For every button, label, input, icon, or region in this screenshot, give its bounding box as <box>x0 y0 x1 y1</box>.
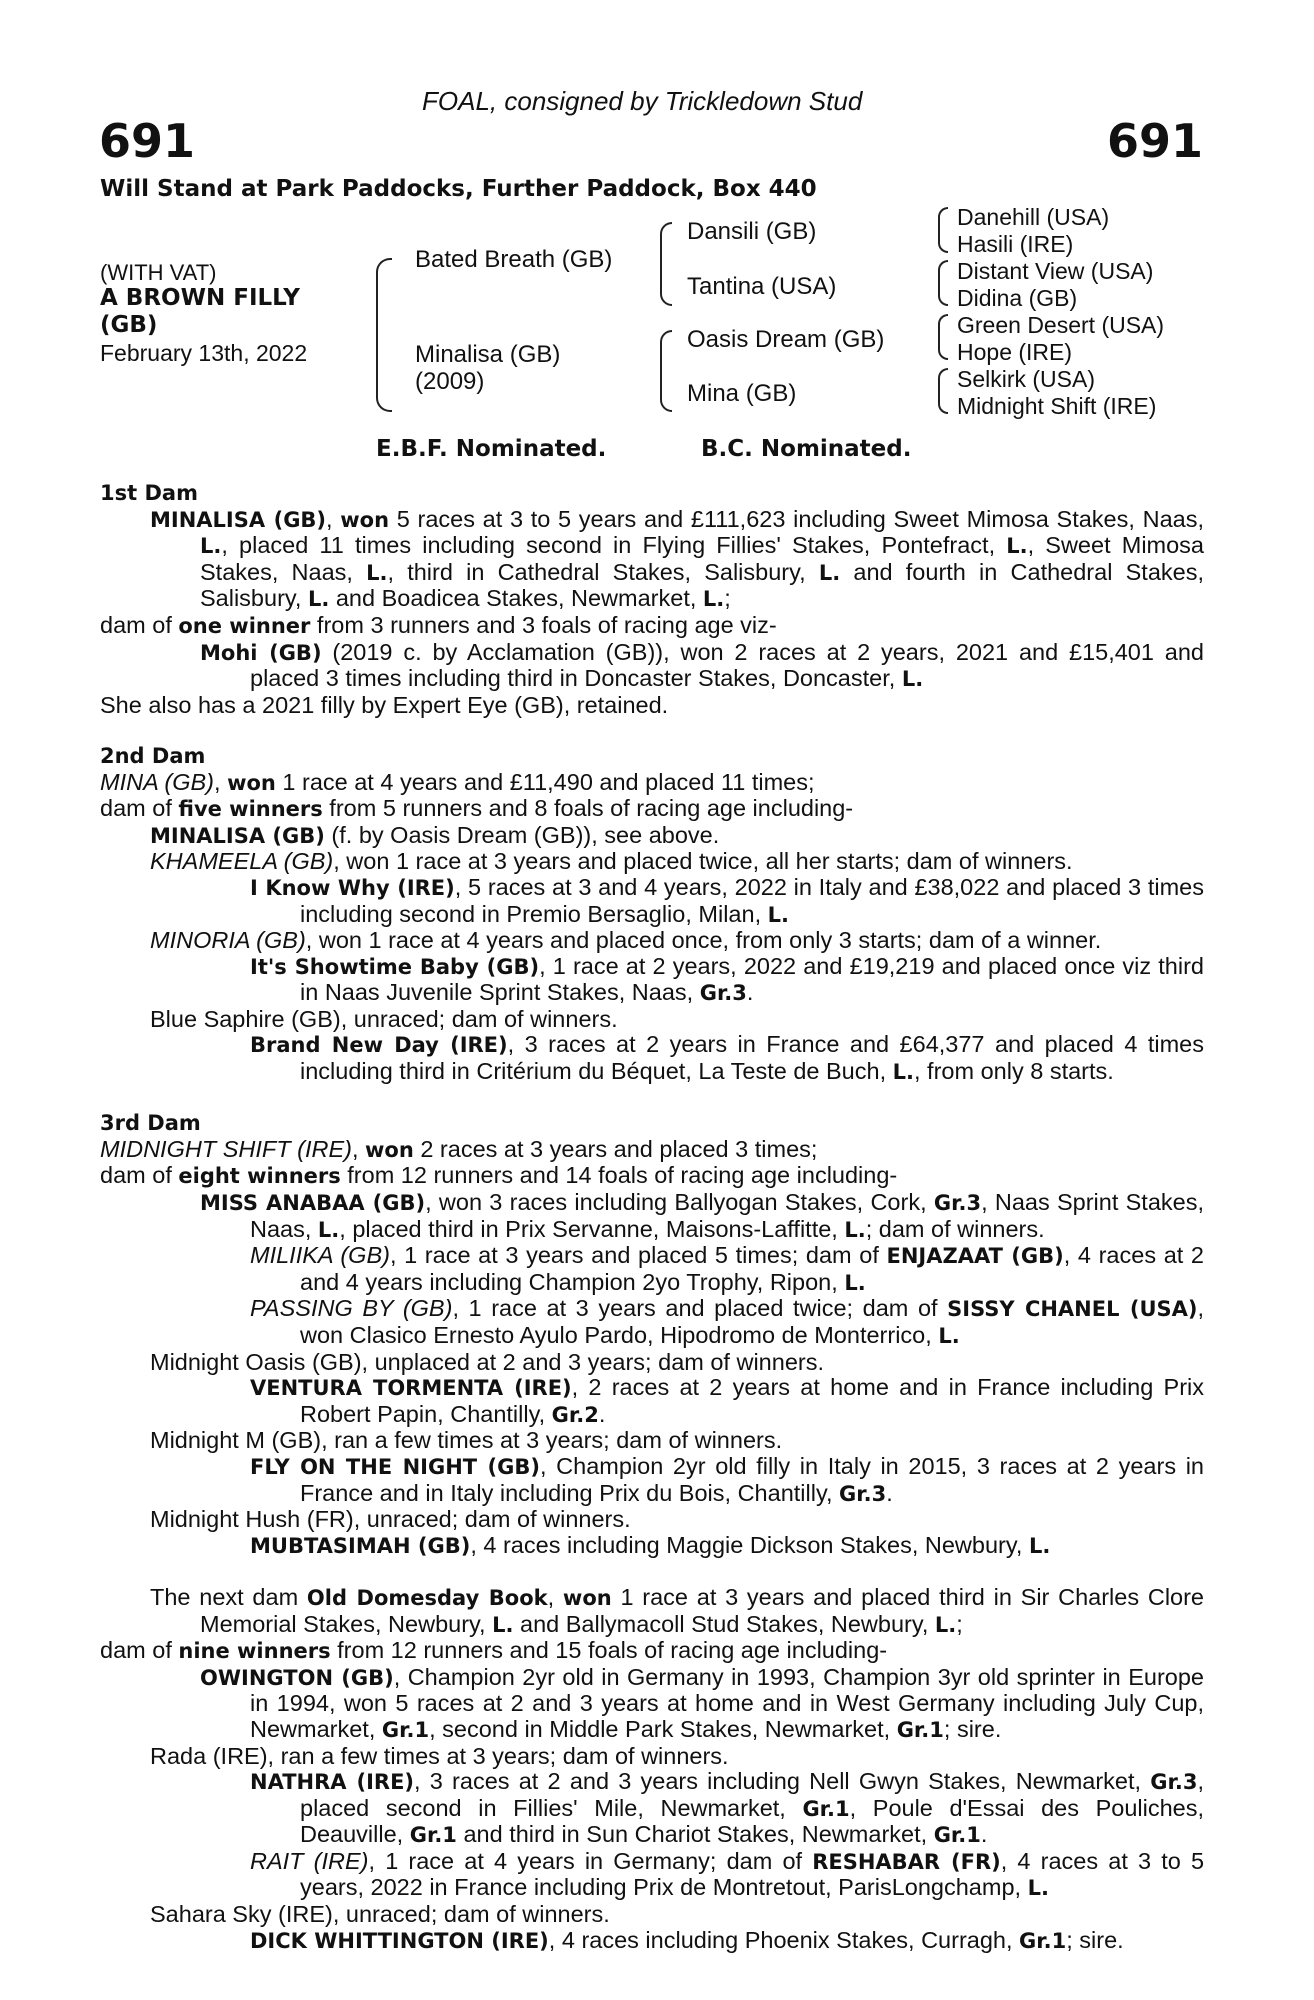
pedigree-entry: dam of nine winners from 12 runners and 15 foals of racing age including- <box>100 1637 888 1664</box>
dam-line-text <box>100 481 1204 1954</box>
pedigree-entry: MINALISA (GB), won 5 races at 3 to 5 years and £111,623 including Sweet Mimosa Stakes, Naas, L., placed 11 times including second in Flying Fillies' Stakes, Pontefract, L., Sweet Mimosa Stakes, Naas, L., third in Cathedral Stakes, Salisbury, L. and fourth in Cathedral Stakes, Salisbury, L. and Boadicea Stakes, Newmarket, L.; <box>150 505 1205 612</box>
pedigree-bracket-gen1 <box>376 258 392 412</box>
consignment-line: FOAL, consigned by Trickledown Stud <box>422 86 863 116</box>
pedigree-entry: MINA (GB), won 1 race at 4 years and £11,490 and placed 11 times; <box>100 768 815 795</box>
section-heading: 1st Dam <box>100 481 198 505</box>
pedigree-entry: MINALISA (GB) (f. by Oasis Dream (GB)), see above. <box>150 821 720 848</box>
section-heading: 3rd Dam <box>100 1111 201 1136</box>
pedigree-g3-7: Selkirk (USA) <box>957 366 1096 392</box>
bc-nomination: B.C. Nominated. <box>701 436 912 462</box>
pedigree-sire: Bated Breath (GB) <box>415 246 613 273</box>
pedigree-dam-dam: Mina (GB) <box>687 380 797 407</box>
pedigree-dam-sire: Oasis Dream (GB) <box>687 326 885 353</box>
section-gap <box>100 1559 1204 1585</box>
pedigree-g3-5: Green Desert (USA) <box>957 312 1165 338</box>
pedigree-g3-3: Distant View (USA) <box>957 258 1154 284</box>
pedigree-g3-2: Hasili (IRE) <box>957 231 1074 257</box>
pedigree-entry: I Know Why (IRE), 5 races at 3 and 4 years, 2022 in Italy and £38,022 and placed 3 times including second in Premio Bersaglio, Milan, L. <box>250 873 1205 927</box>
pedigree-sire-sire: Dansili (GB) <box>687 218 817 245</box>
pedigree-dam: Minalisa (GB) <box>415 341 561 368</box>
pedigree-entry: PASSING BY (GB), 1 race at 3 years and placed twice; dam of SISSY CHANEL (USA), won Clasico Ernesto Ayulo Pardo, Hipodromo de Monterrico, L. <box>250 1295 1204 1348</box>
pedigree-entry: dam of eight winners from 12 runners and 14 foals of racing age including- <box>100 1162 898 1189</box>
pedigree-entry: MILIIKA (GB), 1 race at 3 years and placed 5 times; dam of ENJAZAAT (GB), 4 races at 2 and 4 years including Champion 2yo Trophy, Ripon, L. <box>250 1242 1205 1295</box>
pedigree-entry: Midnight M (GB), ran a few times at 3 years; dam of winners. <box>150 1427 783 1454</box>
pedigree-bracket-g3-1 <box>938 207 948 253</box>
pedigree-entry: Brand New Day (IRE), 3 races at 2 years in France and £64,377 and placed 4 times including third in Critérium du Béquet, La Teste de Buch, L., from only 8 starts. <box>250 1031 1204 1085</box>
pedigree-entry: MISS ANABAA (GB), won 3 races including Ballyogan Stakes, Cork, Gr.3, Naas Sprint Stakes, Naas, L., placed third in Prix Servanne, Maisons-Laffitte, L.; dam of winners. <box>200 1189 1205 1242</box>
lot-description-country: (GB) <box>100 312 158 338</box>
pedigree-entry: VENTURA TORMENTA (IRE), 2 races at 2 years at home and in France including Prix Robert Papin, Chantilly, Gr.2. <box>250 1374 1204 1427</box>
pedigree-entry: RAIT (IRE), 1 race at 4 years in Germany; dam of RESHABAR (FR), 4 races at 3 to 5 years, 2022 in France including Prix de Montretout, ParisLongchamp, L. <box>250 1847 1205 1901</box>
pedigree-bracket-g3-3 <box>938 314 948 360</box>
pedigree-entry: Rada (IRE), ran a few times at 3 years; dam of winners. <box>150 1742 729 1769</box>
pedigree-entry: Midnight Hush (FR), unraced; dam of winners. <box>150 1506 631 1533</box>
pedigree-entry: FLY ON THE NIGHT (GB), Champion 2yr old filly in Italy in 2015, 3 races at 2 years in France and in Italy including Prix du Bois, Chantilly, Gr.3. <box>250 1452 1204 1506</box>
pedigree-sire-dam: Tantina (USA) <box>687 273 837 300</box>
pedigree-entry: Midnight Oasis (GB), unplaced at 2 and 3 years; dam of winners. <box>150 1348 824 1375</box>
pedigree-entry: Mohi (GB) (2019 c. by Acclamation (GB)), won 2 races at 2 years, 2021 and £15,401 and placed 3 times including third in Doncaster Stakes, Doncaster, L. <box>200 638 1204 692</box>
pedigree-bracket-sire <box>660 222 672 306</box>
pedigree-entry: It's Showtime Baby (GB), 1 race at 2 years, 2022 and £19,219 and placed once viz third in Naas Juvenile Sprint Stakes, Naas, Gr.3. <box>250 952 1204 1006</box>
lot-number-right: 691 <box>1106 114 1203 168</box>
section-gap <box>100 718 1204 744</box>
pedigree-entry: dam of one winner from 3 runners and 3 foals of racing age viz- <box>100 611 777 638</box>
pedigree-g3-1: Danehill (USA) <box>957 204 1110 230</box>
pedigree-g3-8: Midnight Shift (IRE) <box>957 393 1157 419</box>
section-heading: 2nd Dam <box>100 743 206 768</box>
pedigree-bracket-g3-4 <box>938 368 948 414</box>
pedigree-entry: The next dam Old Domesday Book, won 1 race at 3 years and placed third in Sir Charles Clore Memorial Stakes, Newbury, L. and Ballymacoll Stud Stakes, Newbury, L.; <box>150 1583 1205 1637</box>
stand-location: Will Stand at Park Paddocks, Further Paddock, Box 440 <box>100 176 817 202</box>
pedigree-entry: Sahara Sky (IRE), unraced; dam of winners. <box>150 1901 610 1928</box>
foaling-date: February 13th, 2022 <box>100 340 308 366</box>
pedigree-entry: NATHRA (IRE), 3 races at 2 and 3 years including Nell Gwyn Stakes, Newmarket, Gr.3, placed second in Fillies' Mile, Newmarket, Gr.1, Poule d'Essai des Pouliches, Deauville, Gr.1 and third in Sun Chariot Stakes, Newmarket, Gr.1. <box>250 1768 1204 1848</box>
pedigree-entry: dam of five winners from 5 runners and 8 foals of racing age including- <box>100 795 854 822</box>
pedigree-entry: KHAMEELA (GB), won 1 race at 3 years and placed twice, all her starts; dam of winners. <box>150 848 1073 875</box>
pedigree-entry: OWINGTON (GB), Champion 2yr old in Germany in 1993, Champion 3yr old sprinter in Europe in 1994, won 5 races at 2 and 3 years at home and in West Germany including July Cup, Newmarket, Gr.1, second in Middle Park Stakes, Newmarket, Gr.1; sire. <box>200 1663 1204 1742</box>
pedigree-entry: MIDNIGHT SHIFT (IRE), won 2 races at 3 years and placed 3 times; <box>100 1135 818 1162</box>
pedigree-entry: MUBTASIMAH (GB), 4 races including Maggie Dickson Stakes, Newbury, L. <box>250 1531 1051 1558</box>
pedigree-entry: MINORIA (GB), won 1 race at 4 years and placed once, from only 3 starts; dam of a winner. <box>150 927 1102 954</box>
pedigree-g3-6: Hope (IRE) <box>957 339 1073 365</box>
pedigree-entry: Blue Saphire (GB), unraced; dam of winners. <box>150 1005 618 1032</box>
pedigree-dam-year: (2009) <box>415 368 485 395</box>
lot-description: A BROWN FILLY <box>100 285 300 311</box>
pedigree-g3-4: Didina (GB) <box>957 285 1078 311</box>
pedigree-bracket-g3-2 <box>938 260 948 306</box>
pedigree-bracket-dam <box>660 330 672 412</box>
pedigree-entry: She also has a 2021 filly by Expert Eye (GB), retained. <box>100 691 669 718</box>
vat-label: (WITH VAT) <box>100 260 217 285</box>
ebf-nomination: E.B.F. Nominated. <box>376 436 607 462</box>
section-gap <box>100 1086 1204 1112</box>
lot-number-left: 691 <box>99 114 196 168</box>
pedigree-entry: DICK WHITTINGTON (IRE), 4 races including Phoenix Stakes, Curragh, Gr.1; sire. <box>250 1926 1124 1953</box>
